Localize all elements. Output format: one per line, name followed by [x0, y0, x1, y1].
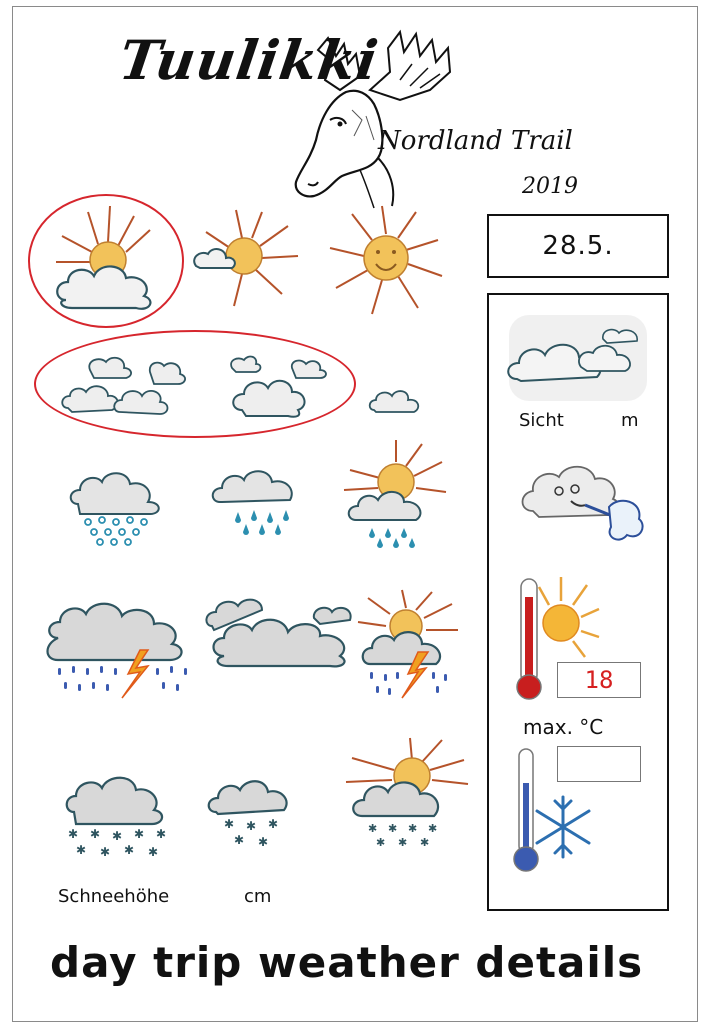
side-panel: [487, 293, 669, 911]
svg-text:✱: ✱: [420, 836, 430, 849]
svg-text:✱: ✱: [68, 827, 79, 841]
hail-cloud-icon[interactable]: [66, 460, 176, 550]
svg-text:✱: ✱: [148, 845, 159, 859]
svg-text:✱: ✱: [134, 827, 145, 841]
svg-text:✱: ✱: [100, 845, 111, 859]
svg-text:✱: ✱: [428, 822, 438, 835]
sun-rain-cloud-icon[interactable]: [338, 440, 448, 550]
logo-title: Tuulikki: [115, 28, 383, 92]
svg-text:✱: ✱: [124, 843, 135, 857]
sun-behind-cloud-icon[interactable]: [48, 204, 166, 314]
snow-depth-unit: cm: [244, 886, 272, 907]
svg-text:✱: ✱: [112, 829, 123, 843]
sun-snow-cloud-icon[interactable]: [346, 738, 470, 850]
svg-text:✱: ✱: [258, 835, 269, 849]
svg-text:✱: ✱: [224, 817, 235, 831]
header-logo: [110, 14, 580, 204]
svg-text:✱: ✱: [388, 822, 398, 835]
max-temperature-label: max. °C: [523, 715, 604, 739]
min-temperature-field[interactable]: [557, 746, 641, 782]
svg-text:✱: ✱: [234, 833, 245, 847]
visibility-unit: m: [621, 410, 639, 431]
svg-text:✱: ✱: [398, 836, 408, 849]
logo-subtitle: Nordland Trail: [378, 126, 573, 156]
svg-text:✱: ✱: [90, 827, 101, 841]
svg-text:✱: ✱: [376, 836, 386, 849]
small-cloud-icon[interactable]: [368, 388, 426, 416]
heavy-cloud-icon[interactable]: [204, 596, 360, 670]
moose-logo-icon: [270, 20, 470, 210]
svg-text:✱: ✱: [76, 843, 87, 857]
footer-title: day trip weather details: [50, 938, 644, 987]
max-temperature-field[interactable]: 18: [557, 662, 641, 698]
sun-thunderstorm-icon[interactable]: [356, 590, 466, 706]
snow-cloud-icon[interactable]: [62, 768, 178, 860]
thunderstorm-icon[interactable]: [44, 598, 200, 702]
logo-year: 2019: [522, 174, 578, 199]
svg-text:✱: ✱: [246, 819, 257, 833]
svg-text:✱: ✱: [156, 827, 167, 841]
full-sun-icon[interactable]: [326, 204, 446, 318]
cloudy-icon[interactable]: [226, 350, 336, 420]
svg-text:✱: ✱: [268, 817, 279, 831]
svg-text:✱: ✱: [408, 822, 418, 835]
date-box: 28.5.: [487, 214, 669, 278]
svg-text:✱: ✱: [368, 822, 378, 835]
wind-icon[interactable]: [519, 455, 649, 551]
light-snow-icon[interactable]: [204, 770, 300, 860]
sun-with-small-cloud-icon[interactable]: [186, 208, 306, 308]
fog-icon[interactable]: [503, 309, 653, 407]
snow-depth-label: Schneehöhe: [58, 886, 170, 907]
visibility-label: Sicht: [519, 410, 564, 431]
rain-cloud-icon[interactable]: [208, 462, 308, 536]
partly-cloudy-icon[interactable]: [60, 350, 190, 420]
